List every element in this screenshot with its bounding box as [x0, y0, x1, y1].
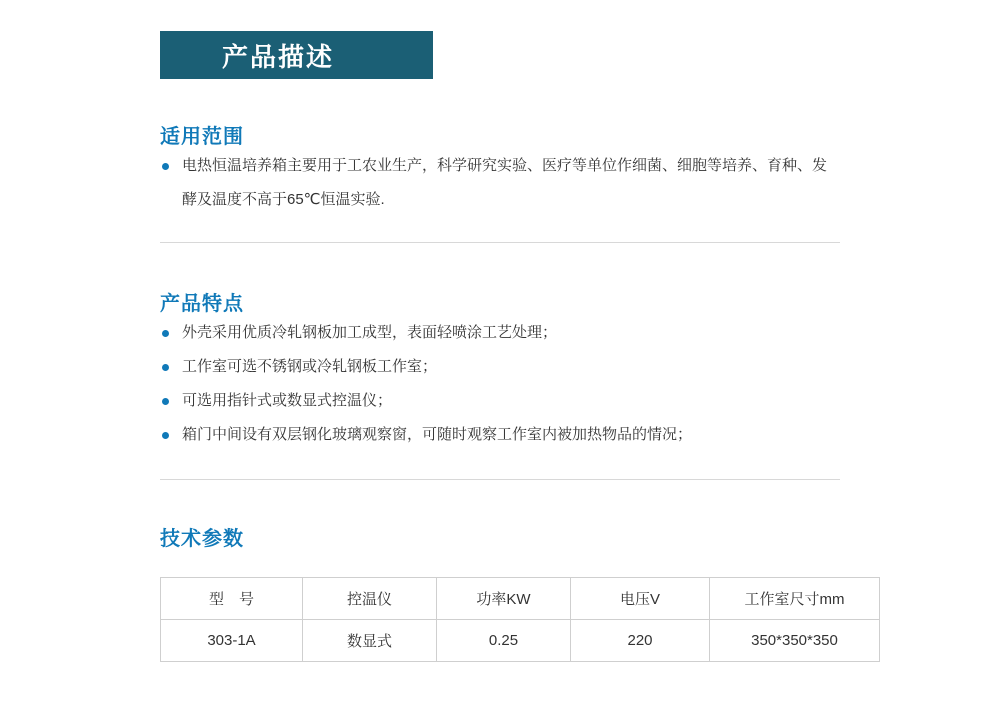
- table-header-cell: 功率KW: [437, 578, 571, 620]
- list-item: 外壳采用优质冷轧钢板加工成型，表面轻喷涂工艺处理；: [160, 316, 840, 350]
- spec-table: [160, 577, 880, 662]
- table-header-row: [161, 578, 880, 620]
- page-title-banner: [160, 31, 433, 79]
- section-heading-specs: 技术参数: [160, 528, 244, 550]
- scope-list: [160, 149, 840, 217]
- table-cell: 303-1A: [161, 620, 303, 662]
- divider-2: [160, 479, 840, 480]
- list-item: 可选用指针式或数显式控温仪；: [160, 384, 840, 418]
- list-item: 工作室可选不锈钢或冷轧钢板工作室；: [160, 350, 840, 384]
- table-cell: 350*350*350: [710, 620, 880, 662]
- table-cell: 数显式: [303, 620, 437, 662]
- table-header-cell: 型 号: [161, 578, 303, 620]
- divider-1: [160, 242, 840, 243]
- list-item: 箱门中间设有双层钢化玻璃观察窗，可随时观察工作室内被加热物品的情况；: [160, 418, 840, 452]
- section-heading-scope: 适用范围: [160, 126, 244, 148]
- list-item: 电热恒温培养箱主要用于工农业生产，科学研究实验、医疗等单位作细菌、细胞等培养、育种、发酵及温度不高于65℃恒温实验.: [160, 149, 840, 217]
- section-heading-features: 产品特点: [160, 293, 244, 315]
- table-header-cell: 控温仪: [303, 578, 437, 620]
- table-cell: 220: [571, 620, 710, 662]
- table-header-cell: 工作室尺寸mm: [710, 578, 880, 620]
- table-header-cell: 电压V: [571, 578, 710, 620]
- spec-table-wrapper: [160, 577, 845, 662]
- page-title: 产品描述: [222, 41, 335, 72]
- features-list: [160, 316, 840, 452]
- table-row: [161, 620, 880, 662]
- table-cell: 0.25: [437, 620, 571, 662]
- content-column: [160, 0, 845, 662]
